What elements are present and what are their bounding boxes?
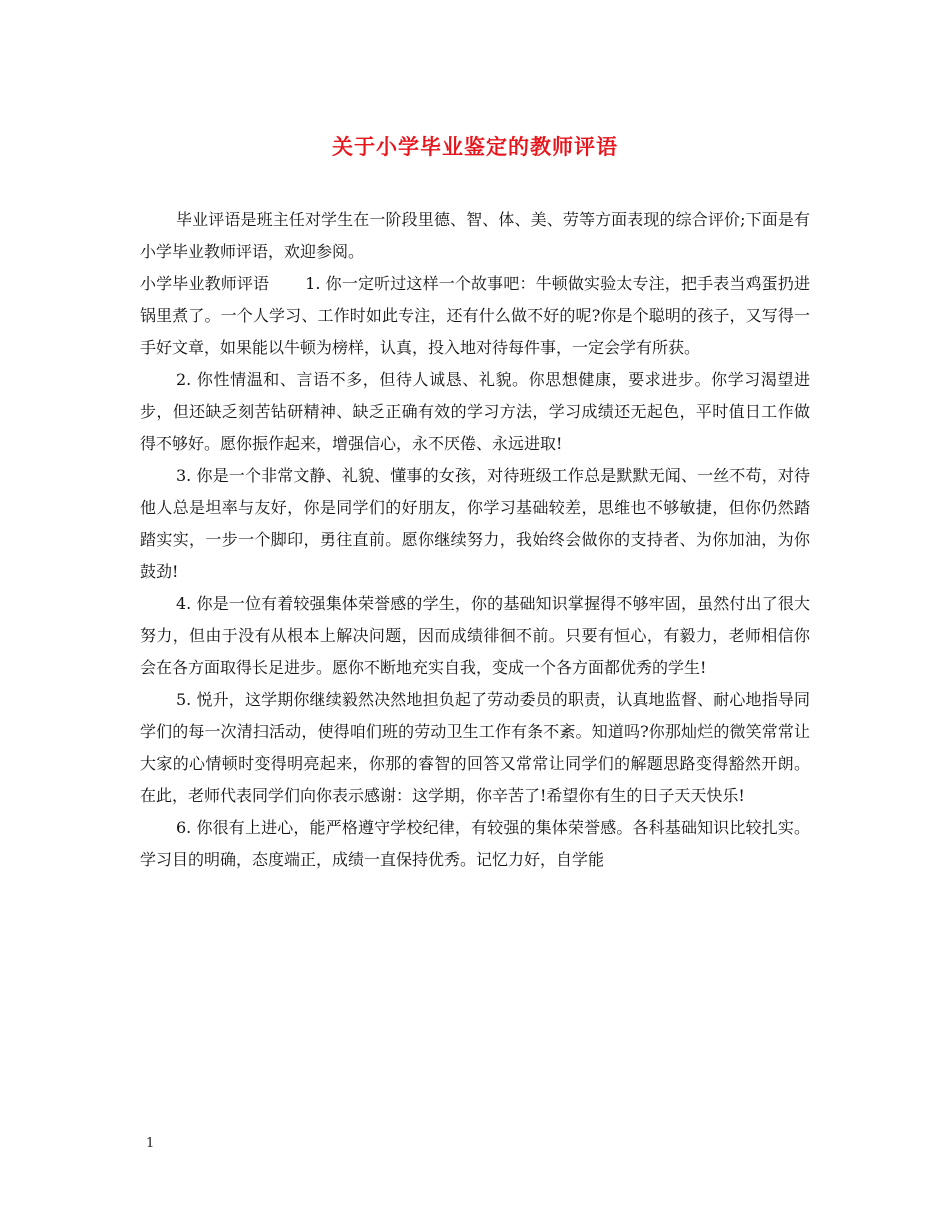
document-body [140, 204, 810, 876]
comment-paragraph-5: 5. 悦升，这学期你继续毅然决然地担负起了劳动委员的职责，认真地监督、耐心地指导同学们的每一次清扫活动，使得咱们班的劳动卫生工作有条不紊。知道吗?你那灿烂的微笑常常让大家的心情顿时变得明亮起来，你那的睿智的回答又常常让同学们的解题思路变得豁然开朗。在此，老师代表同学们向你表示感谢：这学期，你辛苦了!希望你有生的日子天天快乐! [140, 690, 810, 805]
section-label: 小学毕业教师评语 [140, 274, 270, 293]
comment-paragraph-3: 3. 你是一个非常文静、礼貌、懂事的女孩，对待班级工作总是默默无闻、一丝不苟，对待他人总是坦率与友好，你是同学们的好朋友，你学习基础较差，思维也不够敏捷，但你仍然踏踏实实，一步一个脚印，勇往直前。愿你继续努力，我始终会做你的支持者、为你加油，为你鼓劲! [140, 466, 810, 581]
intro-paragraph: 毕业评语是班主任对学生在一阶段里德、智、体、美、劳等方面表现的综合评价;下面是有小学毕业教师评语，欢迎参阅。 [140, 210, 810, 261]
comment-1-text: 1. 你一定听过这样一个故事吧：牛顿做实验太专注，把手表当鸡蛋扔进锅里煮了。一个人学习、工作时如此专注，还有什么做不好的呢?你是个聪明的孩子，又写得一手好文章，如果能以牛顿为榜样，认真，投入地对待每件事，一定会学有所获。 [140, 274, 810, 357]
comment-paragraph-2: 2. 你性情温和、言语不多，但待人诚恳、礼貌。你思想健康，要求进步。你学习渴望进步，但还缺乏刻苦钻研精神、缺乏正确有效的学习方法，学习成绩还无起色，平时值日工作做得不够好。愿你振作起来，增强信心，永不厌倦、永远进取! [140, 370, 810, 453]
comment-paragraph-1 [140, 268, 810, 364]
page-number: 1 [146, 1136, 155, 1151]
comment-paragraph-4: 4. 你是一位有着较强集体荣誉感的学生，你的基础知识掌握得不够牢固，虽然付出了很大努力，但由于没有从根本上解决问题，因而成绩徘徊不前。只要有恒心，有毅力，老师相信你会在各方面取得长足进步。愿你不断地充实自我，变成一个各方面都优秀的学生! [140, 594, 810, 677]
comment-paragraph-6: 6. 你很有上进心，能严格遵守学校纪律，有较强的集体荣誉感。各科基础知识比较扎实。学习目的明确，态度端正，成绩一直保持优秀。记忆力好，自学能 [140, 818, 810, 869]
document-title: 关于小学毕业鉴定的教师评语 [332, 134, 618, 159]
